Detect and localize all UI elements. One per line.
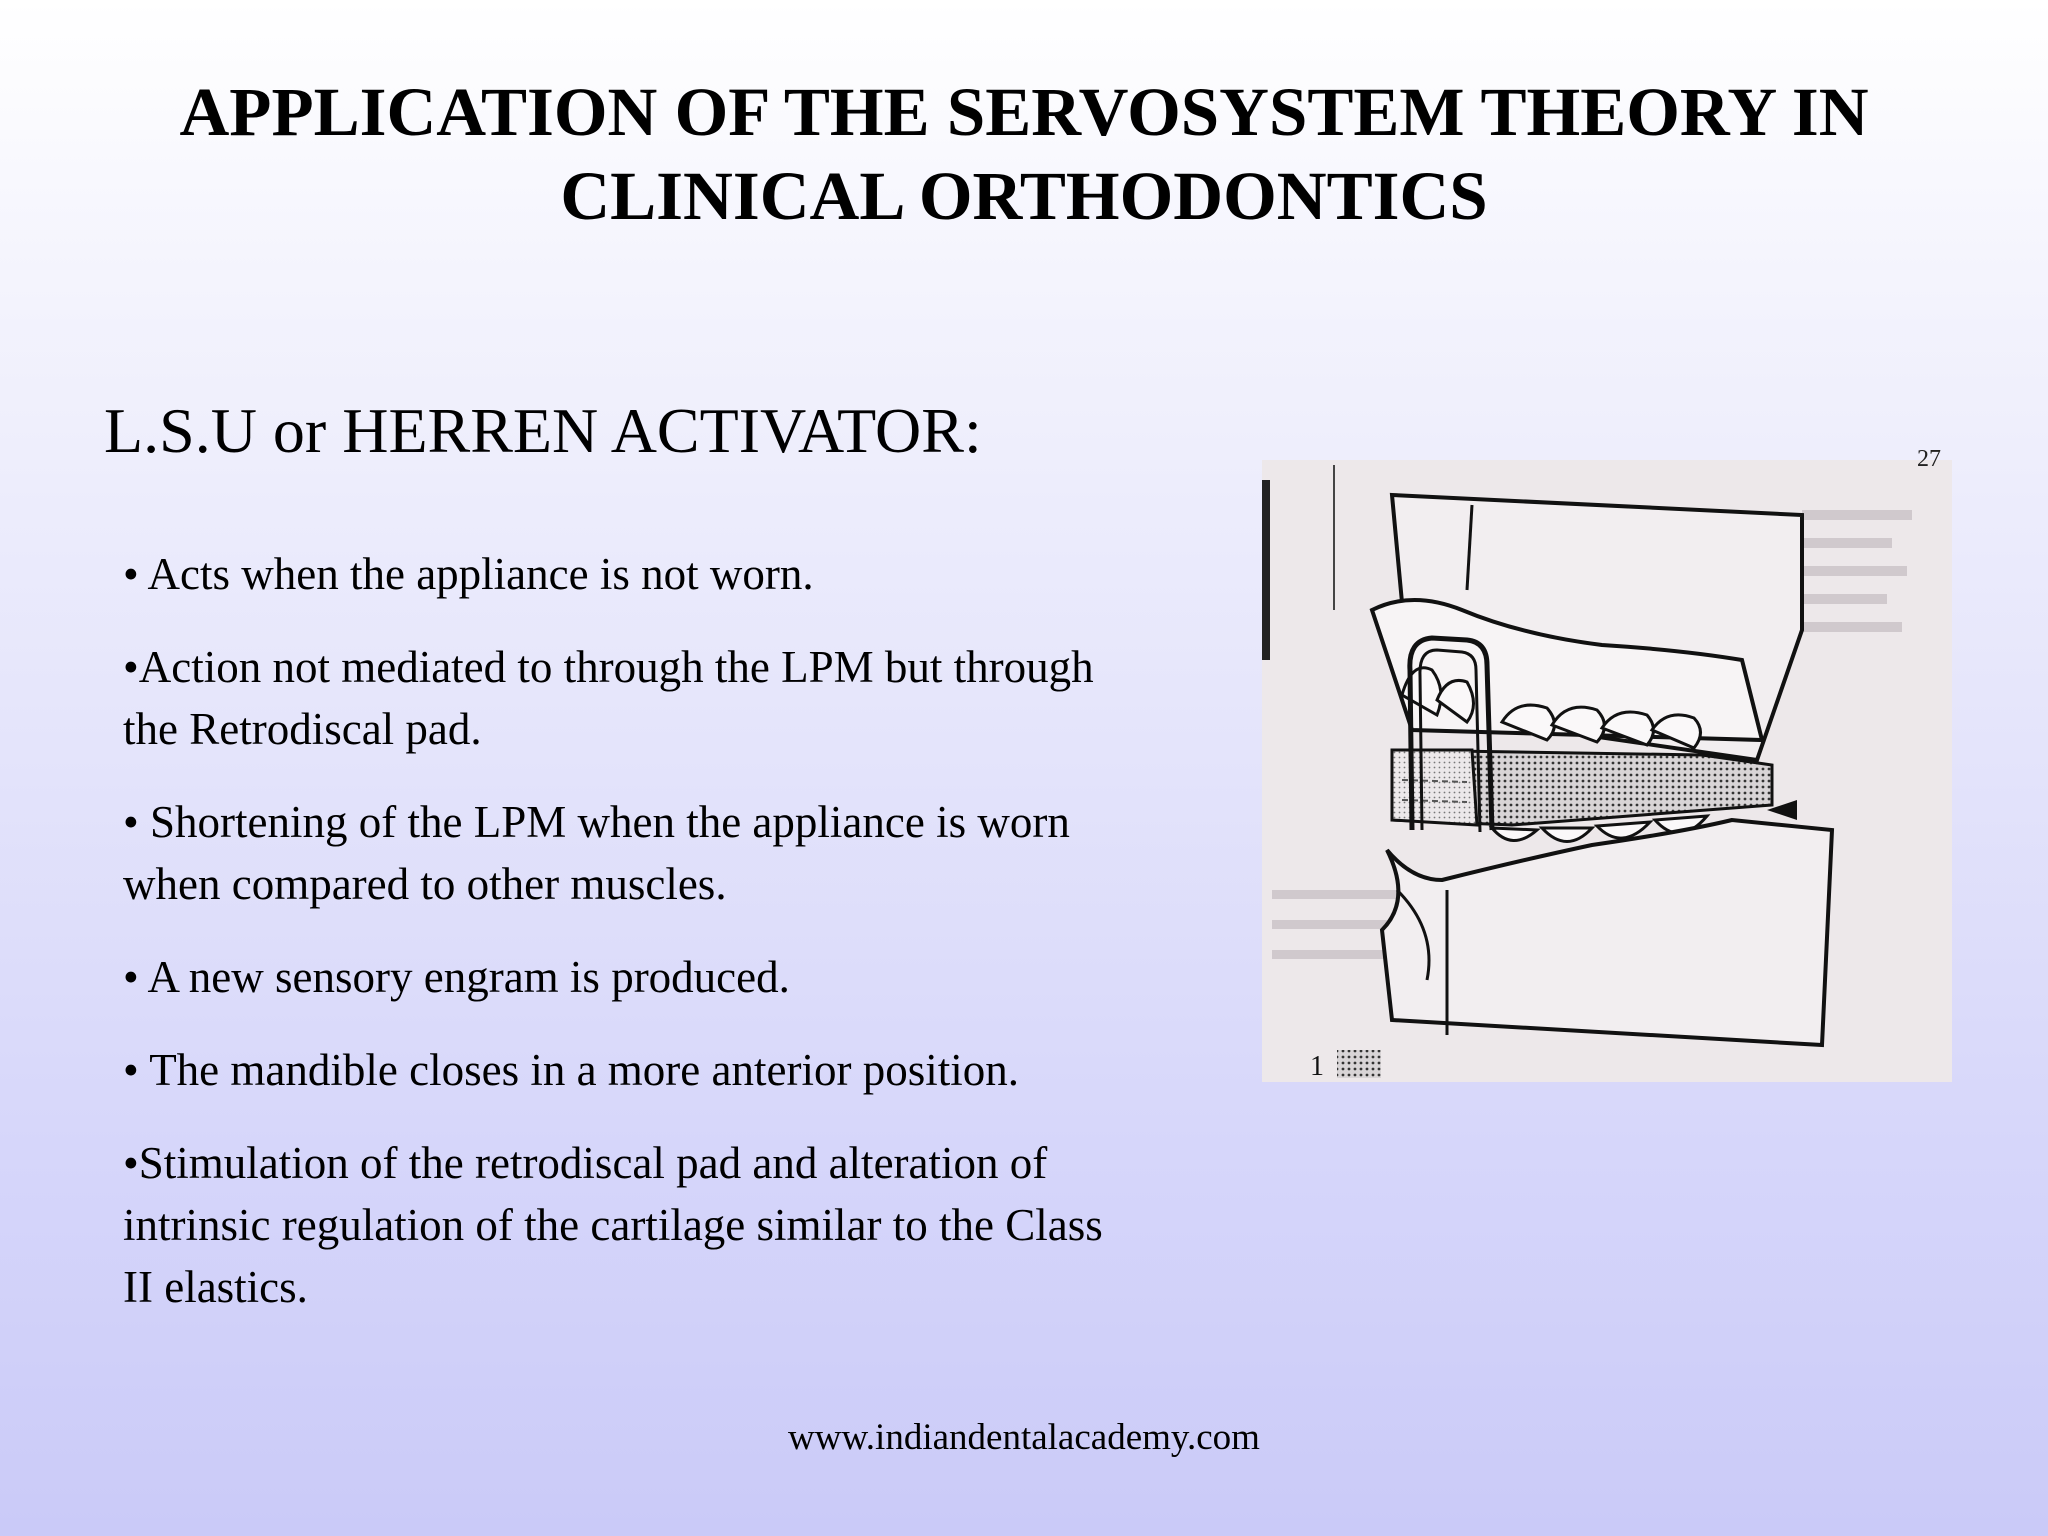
activator-appliance-icon	[1262, 446, 1952, 1082]
bullet-item: • The mandible closes in a more anterior position.	[123, 1045, 1019, 1095]
activator-appliance-figure	[1262, 446, 1952, 1082]
footer-url: www.indiandentalacademy.com	[788, 1417, 1260, 1458]
section-heading: L.S.U or HERREN ACTIVATOR:	[104, 395, 982, 466]
figure-number-label: 1	[1310, 1051, 1324, 1082]
slide-title-line-1: APPLICATION OF THE SERVOSYSTEM THEORY IN	[179, 74, 1869, 150]
bullet-list	[123, 543, 1143, 1318]
bullet-item: • Shortening of the LPM when the appliance is worn when compared to other muscles.	[123, 797, 1070, 909]
slide-title	[0, 70, 2048, 238]
slide-title-line-2: CLINICAL ORTHODONTICS	[560, 158, 1488, 234]
figure-legend-swatch	[1337, 1050, 1381, 1078]
bullet-item: •Action not mediated to through the LPM but through the Retrodiscal pad.	[123, 642, 1094, 754]
bullet-item: • A new sensory engram is produced.	[123, 952, 790, 1002]
bullet-item: •Stimulation of the retrodiscal pad and alteration of intrinsic regulation of the cartilage similar to the Class II elastics.	[123, 1138, 1103, 1312]
bullet-item: • Acts when the appliance is not worn.	[123, 549, 814, 599]
figure-page-mark: 27	[1917, 446, 1941, 472]
